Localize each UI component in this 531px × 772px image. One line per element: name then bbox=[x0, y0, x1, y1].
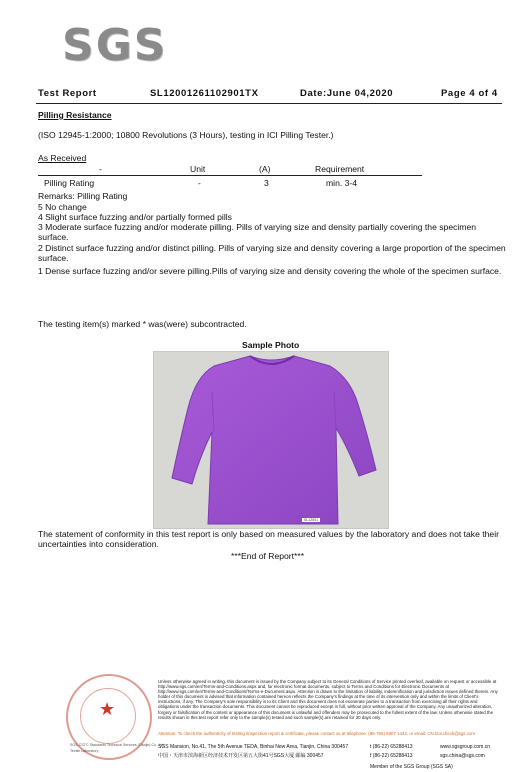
sgs-logo: SGS bbox=[62, 20, 168, 71]
report-number: SL12001261102901TX bbox=[150, 88, 259, 99]
table-header-item: - bbox=[99, 164, 102, 174]
remark-5: 5 No change bbox=[38, 202, 87, 212]
fax: f (86-22) 65288413 bbox=[370, 753, 413, 759]
sweater-image bbox=[154, 352, 388, 528]
member-statement: Member of the SGS Group (SGS SA) bbox=[370, 764, 453, 770]
website-link[interactable]: www.sgsgroup.com.cn bbox=[440, 744, 491, 750]
legal-disclaimer: Unless otherwise agreed in writing, this document is issued by the Company subject to its General Conditions of Service printed overleaf, available on request or accessible at http://www.sgs.com/en/Terms-and-Conditions.aspx and, for electronic format documents, subject to Terms and Conditions for Electronic Documents at http://www.sgs.com/en/Terms-and-Conditions/Terms-e-Document.aspx. Attention is drawn to the limitation of liability, indemnification and jurisdiction issues defined therein. Any holder of this document is advised that information contained hereon reflects the Company's findings at the time of its intervention only and within the limits of Client's instructions, if any. The Company's sole responsibility is to its Client and this document does not exonerate parties to a transaction from exercising all their rights and obligations under the transaction documents. This document cannot be reproduced except in full, without prior written approval of the Company. Any unauthorized alteration, forgery or falsification of the content or appearance of this document is unlawful and offenders may be prosecuted to the fullest extent of the law. Unless otherwise stated the results shown in this test report refer only to the sample(s) tested and such sample(s) are retained for 30 days only. bbox=[158, 679, 498, 720]
sample-photo bbox=[153, 351, 389, 529]
table-header-unit: Unit bbox=[190, 164, 206, 174]
table-header-requirement: Requirement bbox=[315, 164, 365, 174]
end-of-report: ***End of Report*** bbox=[231, 551, 305, 561]
address-english: SGS Mansion, No.41, The 5th Avenue TEDA, Binhai New Area, Tianjin, China 300457 bbox=[158, 744, 349, 750]
remark-2: 2 Distinct surface fuzzing and/or distinct pilling. Pills of varying size and density covering a large proportion of the specimen surface. bbox=[38, 243, 506, 264]
sample-photo-title: Sample Photo bbox=[242, 340, 300, 350]
page-number: Page 4 of 4 bbox=[441, 88, 498, 99]
stamp-lab-dept: Textile Laboratory bbox=[70, 749, 99, 753]
table-rule bbox=[38, 175, 422, 176]
remark-3: 3 Moderate surface fuzzing and/or moderate pilling. Pills of varying size and density partially covering the specimen surface. bbox=[38, 222, 477, 243]
table-header-a: (A) bbox=[259, 164, 271, 174]
test-method: (ISO 12945-1:2000; 10800 Revolutions (3 Hours), testing in ICI Pilling Tester.) bbox=[38, 130, 334, 140]
subcontract-note: The testing item(s) marked * was(were) subcontracted. bbox=[38, 319, 247, 329]
as-received-label: As Received bbox=[38, 153, 87, 163]
table-cell-result: 3 bbox=[264, 178, 269, 188]
report-label: Test Report bbox=[38, 88, 97, 99]
report-date: Date:June 04,2020 bbox=[300, 88, 394, 99]
star-icon: ★ bbox=[99, 699, 116, 719]
remarks-title: Remarks: Pilling Rating bbox=[38, 191, 128, 201]
stamp-lab-name: SGS-CSTC Standards Technical Services (Tianjin) Co., Ltd. bbox=[70, 743, 166, 747]
authenticity-attention: Attention: To check the authenticity of testing /inspection report & certificate, please contact us at telephone: (86-755) 8307 1443, or email: CN.Doccheck@sgs.com bbox=[158, 731, 476, 736]
header-divider bbox=[36, 103, 502, 104]
conformity-statement: The statement of conformity in this test report is only based on measured values by the laboratory and does not take their uncertainties into consideration. bbox=[38, 529, 499, 550]
photo-label-tag: SL12001 bbox=[304, 518, 319, 522]
telephone: t (86-22) 65288413 bbox=[370, 744, 413, 750]
remark-1: 1 Dense surface fuzzing and/or severe pilling.Pills of varying size and density covering the whole of the specimen surface. bbox=[38, 266, 502, 276]
table-cell-unit: - bbox=[198, 178, 201, 188]
remark-4: 4 Slight surface fuzzing and/or partially formed pills bbox=[38, 212, 232, 222]
table-cell-requirement: min. 3-4 bbox=[326, 178, 358, 188]
table-cell-property: Pilling Rating bbox=[44, 178, 95, 188]
address-chinese: 中国・天津市滨海新区经济技术开发区第五大街41号SGS大厦 邮编 300457 bbox=[158, 753, 324, 759]
section-title: Pilling Resistance bbox=[38, 110, 112, 120]
email-link[interactable]: sgs.china@sgs.com bbox=[440, 753, 485, 759]
